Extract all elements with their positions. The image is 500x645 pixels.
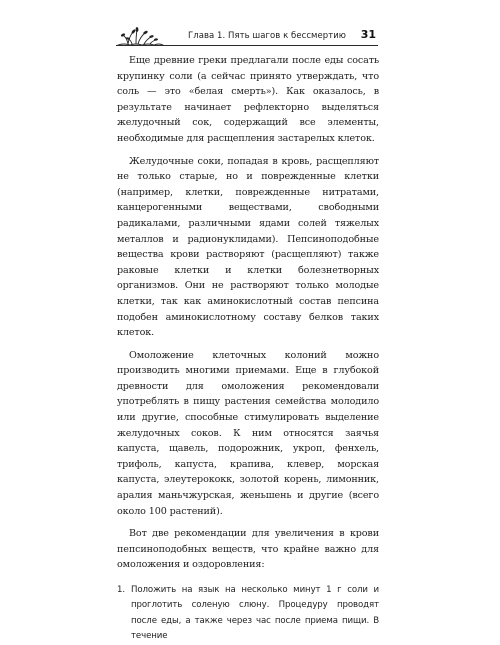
- running-header: [116, 26, 378, 48]
- running-title: Глава 1. Пять шагов к бессмертию: [188, 31, 347, 41]
- page-number: 31: [360, 28, 376, 41]
- header-rule: [116, 45, 378, 46]
- paragraph: Омоложение клеточных колоний можно производить многими приемами. Еще в глубокой древности для омоложения рекомендовали употреблять в пищу растения семейства молодило или другие, способные стимулировать выделение желудочных соков. К ним относятся заячья капуста, щавель, подорожник, укроп, фенхель, трифоль, капуста, крапива, клевер, морская капуста, элеутерококк, золотой корень, лимонник, аралия маньчжурская, женьшень и другие (всего около 100 растений).: [117, 349, 379, 517]
- body-text: [117, 53, 379, 645]
- list-item: [117, 583, 379, 645]
- list-item-text: Положить на язык на несколько минут 1 г соли и проглотить соленую слюну. Процедуру проводят после еды, а также через час после приема пищи. В течение: [131, 585, 379, 642]
- paragraph: Вот две рекомендации для увеличения в крови пепсиноподобных веществ, что крайне важно для омоложения и оздоровления:: [117, 528, 379, 571]
- paragraph: Еще древние греки предлагали после еды сосать крупинку соли (а сейчас принято утверждать, что соль — это «белая смерть»). Как оказалось, в результате начинает рефлекторно выделяться желудочный сок, содержащий все элементы, необходимые для расщепления застарелых клеток.: [117, 55, 379, 144]
- paragraph: Желудочные соки, попадая в кровь, расщепляют не только старые, но и поврежденные клетки (например, клетки, поврежденные нитратами, канцерогенными веществами, свободными радикалами, различными ядами солей тяжелых металлов и радионуклидами). Пепсиноподобные вещества крови растворяют (расщепляют) также раковые клетки и клетки болезнетворных организмов. Они не растворяют только молодые клетки, так как аминокислотный состав пепсина подобен аминокислотному составу белков таких клеток.: [117, 155, 379, 339]
- list-item-number: 1.: [117, 585, 125, 595]
- recommendation-list: [117, 583, 379, 645]
